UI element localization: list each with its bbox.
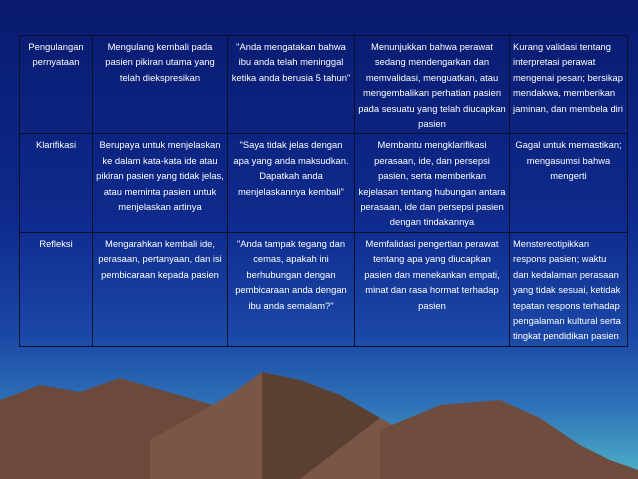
cell-definition: Mengarahkan kembali ide, perasaan, pertanyaan, dan isi pembicaraan kepada pasien [93,232,228,346]
cell-example: "Saya tidak jelas dengan apa yang anda maksudkan. Dapatkah anda menjelaskannya kembali" [228,134,355,232]
communication-techniques-table [19,35,628,347]
cell-technique: Refleksi [20,232,93,346]
mountain-right [380,400,638,479]
table-row [20,134,628,232]
cell-purpose: Membantu mengklarifikasi perasaan, ide, dan persepsi pasien, serta memberikan kejelasan tentang hubungan antara perasaan, ide dan persepsi pasien dengan tindakannya [355,134,510,232]
cell-example: "Anda tampak tegang dan cemas, apakah ini berhubungan dengan pembicaraan anda dengan ibu anda semalam?" [228,232,355,346]
cell-technique: Klarifikasi [20,134,93,232]
table-row [20,36,628,134]
cell-definition: Berupaya untuk menjelaskan ke dalam kata-kata ide atau pikiran pasien yang tidak jelas, atau meminta pasien untuk menjelaskan artinya [93,134,228,232]
table-row [20,232,628,346]
cell-example: "Anda mengatakan bahwa ibu anda telah meninggal ketika anda berusia 5 tahun" [228,36,355,134]
cell-pitfall: Kurang validasi tentang interpretasi perawat mengenai pesan; bersikap mendakwa, memberikan jaminan, dan membela diri [510,36,628,134]
cell-purpose: Memfalidasi pengertian perawat tentang apa yang diucapkan pasien dan menekankan empati, minat dan rasa hormat terhadap pasien [355,232,510,346]
cell-technique: Pengulangan pernyataan [20,36,93,134]
cell-definition: Mengulang kembali pada pasien pikiran utama yang telah diekspresikan [93,36,228,134]
cell-pitfall: Gagal untuk memastikan; mengasumsi bahwa mengerti [510,134,628,232]
cell-pitfall: Menstereotipikkan respons pasien; waktu dan kedalaman perasaan yang tidak sesuai, ketidak tepatan respons terhadap pengalaman kultural serta tingkat pendidikan pasien [510,232,628,346]
cell-purpose: Menunjukkan bahwa perawat sedang mendengarkan dan memvalidasi, menguatkan, atau mengembalikan perhatian pasien pada sesuatu yang telah diucapkan pasien [355,36,510,134]
